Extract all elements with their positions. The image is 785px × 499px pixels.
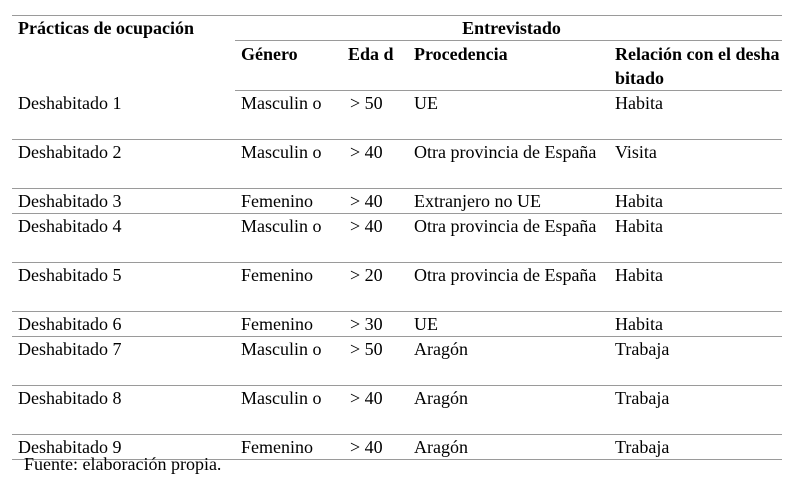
cell-relacion: Habita [609, 214, 782, 263]
cell-genero: Masculin o [235, 214, 342, 263]
cell-genero: Femenino [235, 435, 342, 460]
header-entrevistado: Entrevistado [235, 16, 782, 41]
cell-genero: Masculin o [235, 386, 342, 435]
cell-relacion: Habita [609, 312, 782, 337]
cell-procedencia: UE [408, 91, 609, 140]
table-row [12, 91, 782, 140]
cell-edad: > 40 [342, 189, 408, 214]
cell-genero: Femenino [235, 312, 342, 337]
cell-procedencia: UE [408, 312, 609, 337]
cell-relacion: Trabaja [609, 337, 782, 386]
cell-genero: Masculin o [235, 337, 342, 386]
cell-procedencia: Aragón [408, 435, 609, 460]
cell-genero: Femenino [235, 189, 342, 214]
header-relacion: Relación con el deshabitado [609, 41, 782, 91]
cell-practica: Deshabitado 6 [12, 312, 235, 337]
cell-procedencia: Aragón [408, 386, 609, 435]
header-genero: Género [235, 41, 342, 91]
source-text: Fuente: elaboración propia. [24, 454, 222, 474]
table-row [12, 312, 782, 337]
cell-edad: > 40 [342, 140, 408, 189]
cell-relacion: Visita [609, 140, 782, 189]
cell-procedencia: Otra provincia de España [408, 140, 609, 189]
cell-practica: Deshabitado 8 [12, 386, 235, 435]
cell-edad: > 40 [342, 214, 408, 263]
cell-procedencia: Otra provincia de España [408, 214, 609, 263]
cell-relacion: Trabaja [609, 386, 782, 435]
table-body [12, 91, 782, 460]
cell-edad: > 30 [342, 312, 408, 337]
cell-genero: Masculin o [235, 91, 342, 140]
table-row [12, 189, 782, 214]
table-row [12, 140, 782, 189]
cell-relacion: Trabaja [609, 435, 782, 460]
cell-practica: Deshabitado 3 [12, 189, 235, 214]
cell-genero: Femenino [235, 263, 342, 312]
cell-edad: > 50 [342, 337, 408, 386]
cell-genero: Masculin o [235, 140, 342, 189]
cell-procedencia: Extranjero no UE [408, 189, 609, 214]
cell-relacion: Habita [609, 263, 782, 312]
cell-practica: Deshabitado 2 [12, 140, 235, 189]
table-row [12, 263, 782, 312]
table-header [12, 16, 782, 91]
cell-practica: Deshabitado 7 [12, 337, 235, 386]
header-edad: Eda d [342, 41, 408, 91]
cell-procedencia: Aragón [408, 337, 609, 386]
cell-practica: Deshabitado 5 [12, 263, 235, 312]
cell-edad: > 40 [342, 386, 408, 435]
occupation-table [12, 15, 782, 460]
header-procedencia: Procedencia [408, 41, 609, 91]
table-source-note [24, 454, 254, 475]
header-practicas: Prácticas de ocupación [12, 16, 235, 91]
cell-edad: > 20 [342, 263, 408, 312]
cell-procedencia: Otra provincia de España [408, 263, 609, 312]
table-row [12, 386, 782, 435]
cell-practica: Deshabitado 9 [12, 435, 235, 460]
cell-edad: > 40 [342, 435, 408, 460]
cell-practica: Deshabitado 1 [12, 91, 235, 140]
cell-relacion: Habita [609, 91, 782, 140]
cell-relacion: Habita [609, 189, 782, 214]
cell-edad: > 50 [342, 91, 408, 140]
table-row [12, 214, 782, 263]
table-row [12, 337, 782, 386]
cell-practica: Deshabitado 4 [12, 214, 235, 263]
